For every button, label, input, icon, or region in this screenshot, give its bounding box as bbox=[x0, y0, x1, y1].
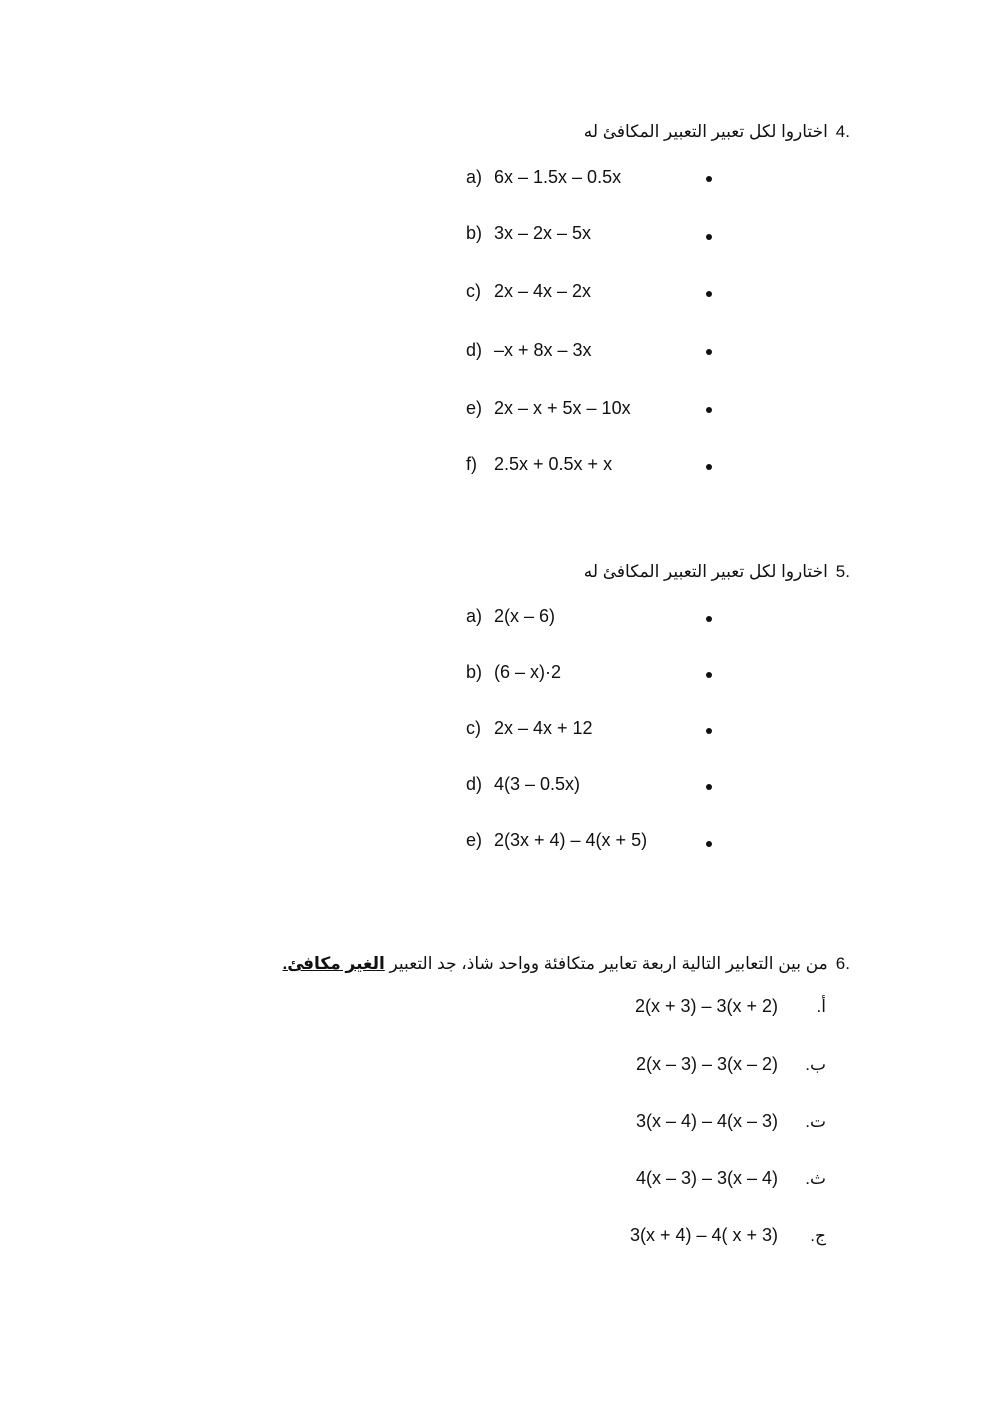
q5-bullet-d[interactable] bbox=[706, 784, 712, 790]
item-expression: 4(3 – 0.5x) bbox=[494, 774, 581, 794]
q6-expression-e[interactable]: 3(x + 4) – 4( x + 3) bbox=[629, 1225, 778, 1245]
q5-bullet-b[interactable] bbox=[706, 672, 712, 678]
item-expression: 2(x – 6) bbox=[494, 606, 556, 626]
q4-bullet-f[interactable] bbox=[706, 464, 712, 470]
q6-expression-a[interactable]: 2(x + 3) – 3(x + 2) bbox=[634, 996, 778, 1016]
q4-bullet-a[interactable] bbox=[706, 176, 712, 182]
q5-item-b bbox=[466, 662, 561, 683]
item-expression: –x + 8x – 3x bbox=[494, 340, 592, 360]
item-letter: f) bbox=[466, 454, 477, 474]
item-expression: 2x – 4x + 12 bbox=[494, 718, 593, 738]
item-expression: 3x – 2x – 5x bbox=[494, 223, 592, 243]
item-letter: d) bbox=[466, 774, 483, 794]
q6-letter-d: ث. bbox=[805, 1169, 826, 1188]
q6-letter-e: ج. bbox=[810, 1226, 826, 1245]
item-letter: d) bbox=[466, 340, 483, 360]
q4-bullet-d[interactable] bbox=[706, 349, 712, 355]
q5-item-d bbox=[466, 774, 580, 795]
q6-expression-b[interactable]: 2(x – 3) – 3(x – 2) bbox=[635, 1054, 778, 1074]
item-letter: b) bbox=[466, 662, 483, 682]
q4-title-text: اختاروا لكل تعبير التعبير المكافئ له bbox=[583, 122, 828, 141]
item-letter: c) bbox=[466, 718, 481, 738]
q4-item-a bbox=[466, 167, 621, 188]
q4-item-f bbox=[466, 454, 612, 475]
q6-expression-d[interactable]: 4(x – 3) – 3(x – 4) bbox=[635, 1168, 778, 1188]
q6-expression-c[interactable]: 3(x – 4) – 4(x – 3) bbox=[635, 1111, 778, 1131]
q5-item-e bbox=[466, 830, 647, 851]
item-expression: 6x – 1.5x – 0.5x bbox=[494, 167, 622, 187]
q6-title bbox=[283, 954, 850, 974]
q4-item-c bbox=[466, 281, 591, 302]
item-expression: 2x – 4x – 2x bbox=[494, 281, 592, 301]
item-expression: 2x – x + 5x – 10x bbox=[494, 398, 631, 418]
q5-bullet-c[interactable] bbox=[706, 728, 712, 734]
q4-item-e bbox=[466, 398, 631, 419]
item-letter: b) bbox=[466, 223, 483, 243]
q5-item-c bbox=[466, 718, 593, 739]
q5-title-text: اختاروا لكل تعبير التعبير المكافئ له bbox=[583, 562, 828, 581]
item-letter: a) bbox=[466, 606, 483, 626]
q5-item-a bbox=[466, 606, 555, 627]
item-letter: e) bbox=[466, 830, 483, 850]
q6-letter-b: ب. bbox=[805, 1055, 826, 1074]
q4-bullet-b[interactable] bbox=[706, 234, 712, 240]
q4-item-d bbox=[466, 340, 592, 361]
q5-number: .5 bbox=[835, 562, 850, 581]
q6-title-emphasis: الغير مكافئ. bbox=[282, 954, 385, 973]
item-expression: (6 – x)·2 bbox=[494, 662, 562, 682]
q4-item-b bbox=[466, 223, 591, 244]
q6-title-text: من بين التعابير التالية اربعة تعابير متكافئة وواحد شاذ، جد التعبير bbox=[384, 954, 828, 973]
q5-bullet-a[interactable] bbox=[706, 616, 712, 622]
q6-letter-c: ت. bbox=[805, 1112, 826, 1131]
q4-title bbox=[584, 122, 850, 142]
item-expression: 2.5x + 0.5x + x bbox=[494, 454, 613, 474]
q6-letter-a: أ. bbox=[816, 997, 826, 1016]
q5-bullet-e[interactable] bbox=[706, 841, 712, 847]
q4-number: .4 bbox=[835, 122, 850, 141]
item-letter: e) bbox=[466, 398, 483, 418]
q6-number: .6 bbox=[835, 954, 850, 973]
item-letter: a) bbox=[466, 167, 483, 187]
q4-bullet-c[interactable] bbox=[706, 291, 712, 297]
item-expression: 2(3x + 4) – 4(x + 5) bbox=[494, 830, 648, 850]
q4-bullet-e[interactable] bbox=[706, 407, 712, 413]
item-letter: c) bbox=[466, 281, 481, 301]
q5-title bbox=[584, 562, 850, 582]
